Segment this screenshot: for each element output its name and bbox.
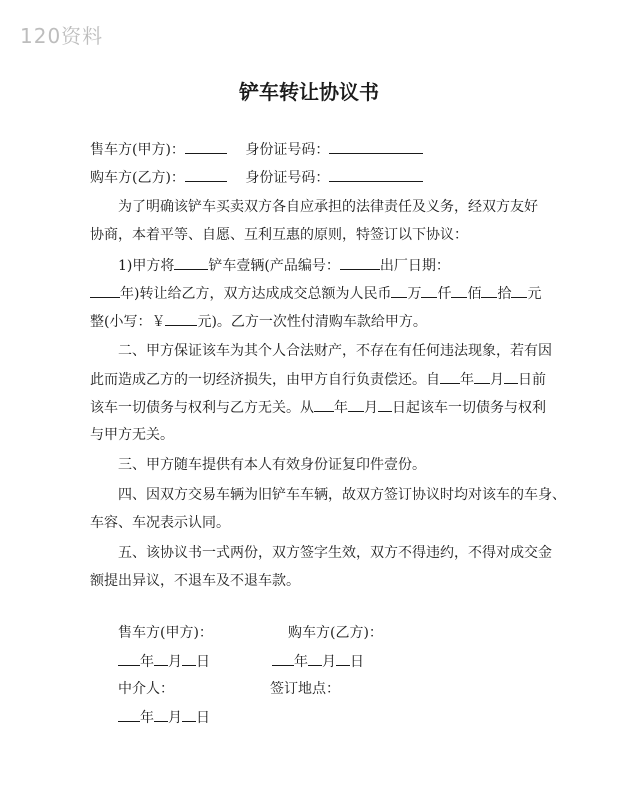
clause1-text-d: 年)转让给乙方，双方达成成交总额为人民币	[120, 286, 392, 302]
middleman-month-label: 月	[168, 710, 182, 726]
buyer-label: 购车方(乙方)：	[90, 170, 185, 186]
blank-date-month	[474, 370, 490, 384]
sign-seller-date	[118, 652, 210, 671]
buyer-id-blank	[329, 168, 423, 182]
intro-line-2: 协商，本着平等、自愿、互利互惠的原则，特签订以下协议：	[90, 227, 468, 243]
blank-buyer-year	[272, 652, 294, 666]
clause1-line-1	[118, 256, 450, 275]
seller-id-label: 身份证号码：	[245, 142, 330, 158]
seller-month-label: 月	[168, 654, 182, 670]
from-year-label: 年	[334, 400, 348, 416]
blank-quantity	[174, 256, 208, 270]
clause1-line-2	[90, 284, 541, 303]
clause1-text-e: 整(小写：￥	[90, 314, 166, 330]
blank-amount-numeric	[165, 312, 197, 326]
clause5-line-1: 五、该协议书一式两份，双方签字生效，双方不得违约，不得对成交金	[118, 545, 552, 561]
sign-buyer-label: 购车方(乙方)：	[288, 625, 383, 641]
blank-qian	[421, 284, 437, 298]
blank-bai	[451, 284, 467, 298]
seller-label: 售车方(甲方)：	[90, 142, 185, 158]
clause2-line-3	[90, 398, 546, 417]
buyer-id-label: 身份证号码：	[245, 170, 330, 186]
blank-yuan	[511, 284, 527, 298]
seller-year-label: 年	[140, 654, 154, 670]
intro-line-1: 为了明确该铲车买卖双方各自应承担的法律责任及义务，经双方友好	[118, 199, 538, 215]
clause2-text-l2: 此而造成乙方的一切经济损失，由甲方自行负责偿还。自	[90, 372, 440, 388]
seller-name-blank	[185, 140, 227, 154]
blank-product-number	[340, 256, 380, 270]
sign-buyer-date	[272, 652, 364, 671]
buyer-name-blank	[185, 168, 227, 182]
clause2-line-4: 与甲方无关。	[90, 427, 174, 443]
blank-buyer-month	[308, 652, 322, 666]
unit-bai: 佰	[467, 286, 482, 302]
blank-year	[90, 284, 120, 298]
blank-seller-month	[154, 652, 168, 666]
blank-middleman-year	[118, 708, 140, 722]
watermark: 120资料	[20, 24, 104, 48]
clause3-line: 三、甲方随车提供有本人有效身份证复印件壹份。	[118, 457, 426, 473]
sign-seller-label: 售车方(甲方)：	[118, 625, 213, 641]
buyer-line	[90, 168, 423, 187]
clause2-line-2	[90, 370, 546, 389]
buyer-month-label: 月	[322, 654, 336, 670]
blank-shi	[481, 284, 497, 298]
document-title: 铲车转让协议书	[239, 80, 379, 104]
blank-date-year	[440, 370, 460, 384]
blank-seller-day	[182, 652, 196, 666]
date-day-before-label: 日前	[518, 372, 546, 388]
clause1-text-b: 铲车壹辆(产品编号：	[208, 258, 340, 274]
seller-day-label: 日	[196, 654, 210, 670]
clause2-line-1: 二、甲方保证该车为其个人合法财产，不存在有任何违法现象，若有因	[118, 343, 552, 359]
clause1-text-a: 1)甲方将	[118, 258, 175, 274]
clause1-text-c: 出厂日期：	[379, 258, 450, 274]
blank-buyer-day	[336, 652, 350, 666]
clause2-text-l3a: 该车一切债务与权利与乙方无关。从	[90, 400, 314, 416]
date-year-label: 年	[460, 372, 474, 388]
middleman-label: 中介人：	[118, 681, 174, 697]
unit-wan: 万	[407, 286, 422, 302]
blank-middleman-day	[182, 708, 196, 722]
blank-date-day	[504, 370, 518, 384]
clause1-line-3	[90, 312, 427, 331]
unit-qian: 仟	[437, 286, 452, 302]
date-month-label: 月	[490, 372, 504, 388]
seller-line	[90, 140, 423, 159]
seller-id-blank	[329, 140, 423, 154]
buyer-day-label: 日	[350, 654, 364, 670]
from-day-label: 日起该车一切债务与权利	[392, 400, 546, 416]
unit-shi: 拾	[497, 286, 512, 302]
clause1-text-f: 元)。乙方一次性付清购车款给甲方。	[197, 314, 427, 330]
clause5-line-2: 额提出异议，不退车及不退车款。	[90, 573, 300, 589]
clause4-line-1: 四、因双方交易车辆为旧铲车车辆，故双方签订协议时均对该车的车身、	[118, 487, 566, 503]
blank-middleman-month	[154, 708, 168, 722]
unit-yuan: 元	[527, 286, 542, 302]
signing-place-label: 签订地点：	[270, 681, 340, 697]
blank-wan	[391, 284, 407, 298]
from-month-label: 月	[364, 400, 378, 416]
blank-from-month	[348, 398, 364, 412]
buyer-year-label: 年	[294, 654, 308, 670]
blank-from-day	[378, 398, 392, 412]
middleman-day-label: 日	[196, 710, 210, 726]
middleman-year-label: 年	[140, 710, 154, 726]
middleman-date	[118, 708, 210, 727]
blank-from-year	[314, 398, 334, 412]
clause4-line-2: 车容、车况表示认同。	[90, 515, 230, 531]
blank-seller-year	[118, 652, 140, 666]
